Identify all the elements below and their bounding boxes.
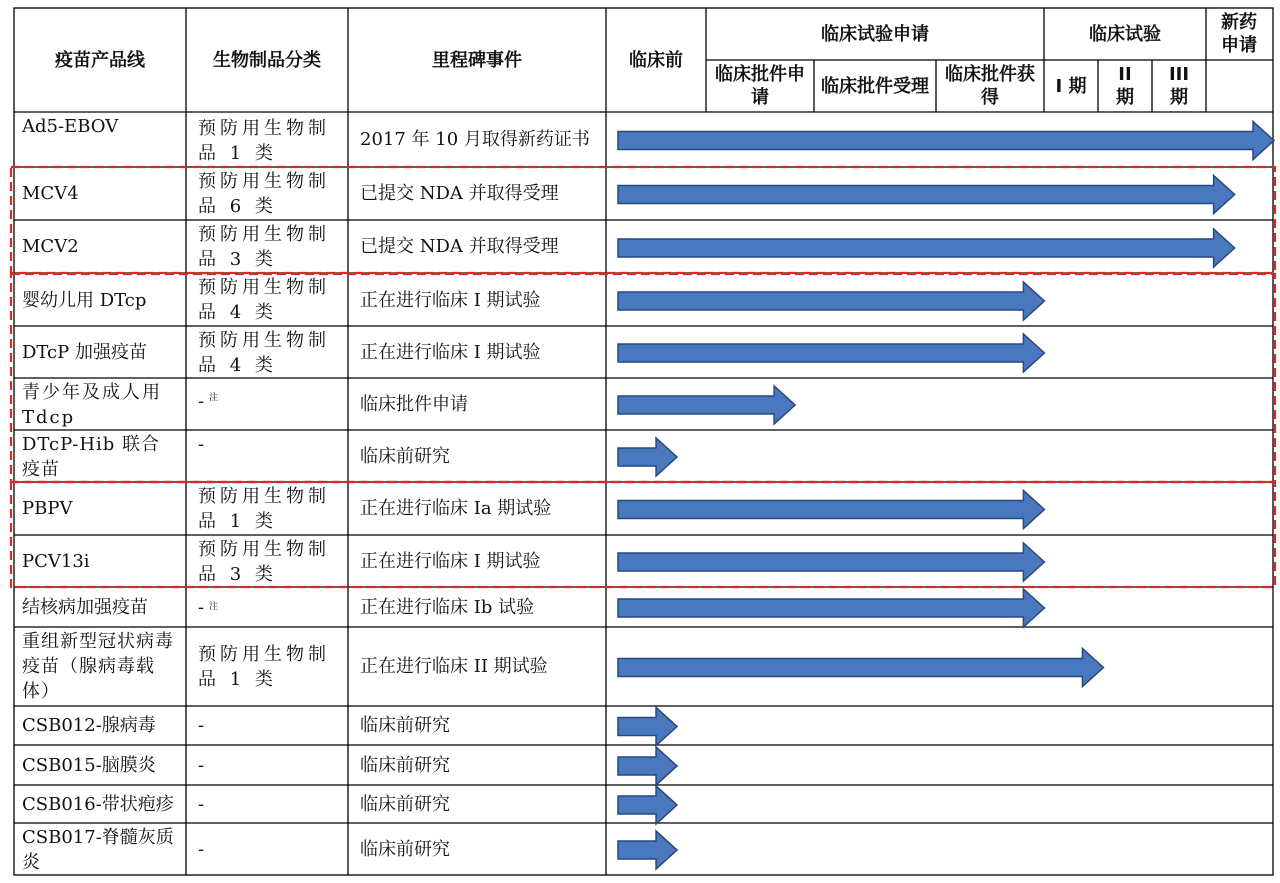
row-category: - (198, 715, 209, 736)
row-category: 预防用生物制品 3 类 (198, 224, 330, 270)
header-product-line: 疫苗产品线 (55, 49, 145, 71)
row-category: - (198, 434, 209, 455)
footnote-mark: 注 (209, 601, 223, 612)
row-milestone: 已提交 NDA 并取得受理 (360, 236, 559, 257)
progress-arrow (618, 649, 1103, 687)
footnote-mark: 注 (209, 393, 223, 403)
progress-arrow (618, 282, 1044, 320)
row-milestone: 正在进行临床 Ia 期试验 (360, 498, 552, 519)
row-milestone: 正在进行临床 II 期试验 (360, 656, 548, 677)
category-value: - (198, 596, 209, 618)
row-category: 预防用生物制品 3 类 (198, 539, 330, 585)
progress-arrow (618, 543, 1044, 581)
row-category: 预防用生物制品 6 类 (198, 171, 330, 217)
header-phase1: I 期 (1055, 75, 1087, 97)
row-product: 青少年及成人用 Tdcp (22, 382, 162, 428)
row-product: CSB017-脊髓灰质炎 (22, 827, 174, 873)
row-milestone: 正在进行临床 I 期试验 (360, 550, 541, 572)
header-phase2: II 期 (1116, 64, 1134, 108)
category-value: - (198, 391, 209, 412)
row-category: - (198, 754, 209, 776)
row-milestone: 临床前研究 (360, 445, 450, 467)
progress-arrow (618, 386, 795, 424)
row-milestone: 临床前研究 (360, 793, 450, 815)
header-ind-accept: 临床批件受理 (821, 75, 929, 97)
progress-arrow (618, 122, 1274, 160)
header-category: 生物制品分类 (213, 49, 321, 71)
row-milestone: 正在进行临床 I 期试验 (360, 341, 541, 363)
row-milestone: 临床批件申请 (360, 393, 468, 415)
row-category: 预防用生物制品 1 类 (198, 644, 330, 690)
header-preclinical: 临床前 (629, 49, 683, 71)
row-milestone: 正在进行临床 I 期试验 (360, 289, 541, 311)
progress-arrow (618, 229, 1235, 267)
row-category (190, 386, 346, 414)
row-category: - (198, 838, 209, 860)
row-category: 预防用生物制品 4 类 (198, 330, 330, 376)
header-ind-apply: 临床批件申请 (715, 64, 805, 108)
row-milestone: 临床前研究 (360, 715, 450, 736)
row-milestone: 2017 年 10 月取得新药证书 (360, 129, 590, 150)
row-product: CSB016-带状疱疹 (22, 793, 174, 815)
row-milestone: 已提交 NDA 并取得受理 (360, 183, 559, 204)
row-product: MCV2 (22, 236, 79, 257)
progress-arrow (618, 438, 677, 476)
row-product: CSB015-脑膜炎 (22, 754, 156, 776)
row-milestone: 临床前研究 (360, 754, 450, 776)
row-product: 重组新型冠状病毒疫苗（腺病毒载体） (22, 631, 174, 702)
row-product: DTcP 加强疫苗 (22, 341, 147, 363)
row-product: 结核病加强疫苗 (22, 596, 148, 618)
header-trial-group: 临床试验 (1089, 23, 1161, 45)
row-category (190, 587, 346, 627)
progress-arrow (618, 176, 1235, 214)
row-product: Ad5-EBOV (22, 116, 119, 137)
progress-arrow (618, 589, 1044, 627)
progress-arrow (618, 491, 1044, 529)
row-milestone: 临床前研究 (360, 838, 450, 860)
progress-arrow (618, 708, 677, 746)
progress-arrow (618, 786, 677, 824)
row-category: 预防用生物制品 1 类 (198, 486, 330, 532)
row-product: CSB012-腺病毒 (22, 715, 156, 736)
row-product: PCV13i (22, 550, 90, 572)
progress-arrow (618, 831, 677, 869)
row-category: 预防用生物制品 1 类 (198, 118, 330, 164)
row-product: DTcP-Hib 联合疫苗 (22, 434, 161, 480)
progress-arrow (618, 334, 1044, 372)
row-category: - (198, 793, 209, 815)
row-product: PBPV (22, 498, 73, 519)
row-category: 预防用生物制品 4 类 (198, 277, 330, 323)
row-product: MCV4 (22, 183, 79, 204)
header-ind-group: 临床试验申请 (821, 23, 929, 45)
header-nda: 新药申请 (1221, 12, 1257, 56)
row-product: 婴幼儿用 DTcp (22, 289, 147, 311)
progress-arrow (618, 747, 677, 785)
header-phase3: III 期 (1168, 64, 1190, 108)
header-milestone: 里程碑事件 (432, 49, 522, 71)
row-milestone: 正在进行临床 Ib 试验 (360, 596, 535, 618)
header-ind-obtain: 临床批件获得 (945, 64, 1035, 108)
